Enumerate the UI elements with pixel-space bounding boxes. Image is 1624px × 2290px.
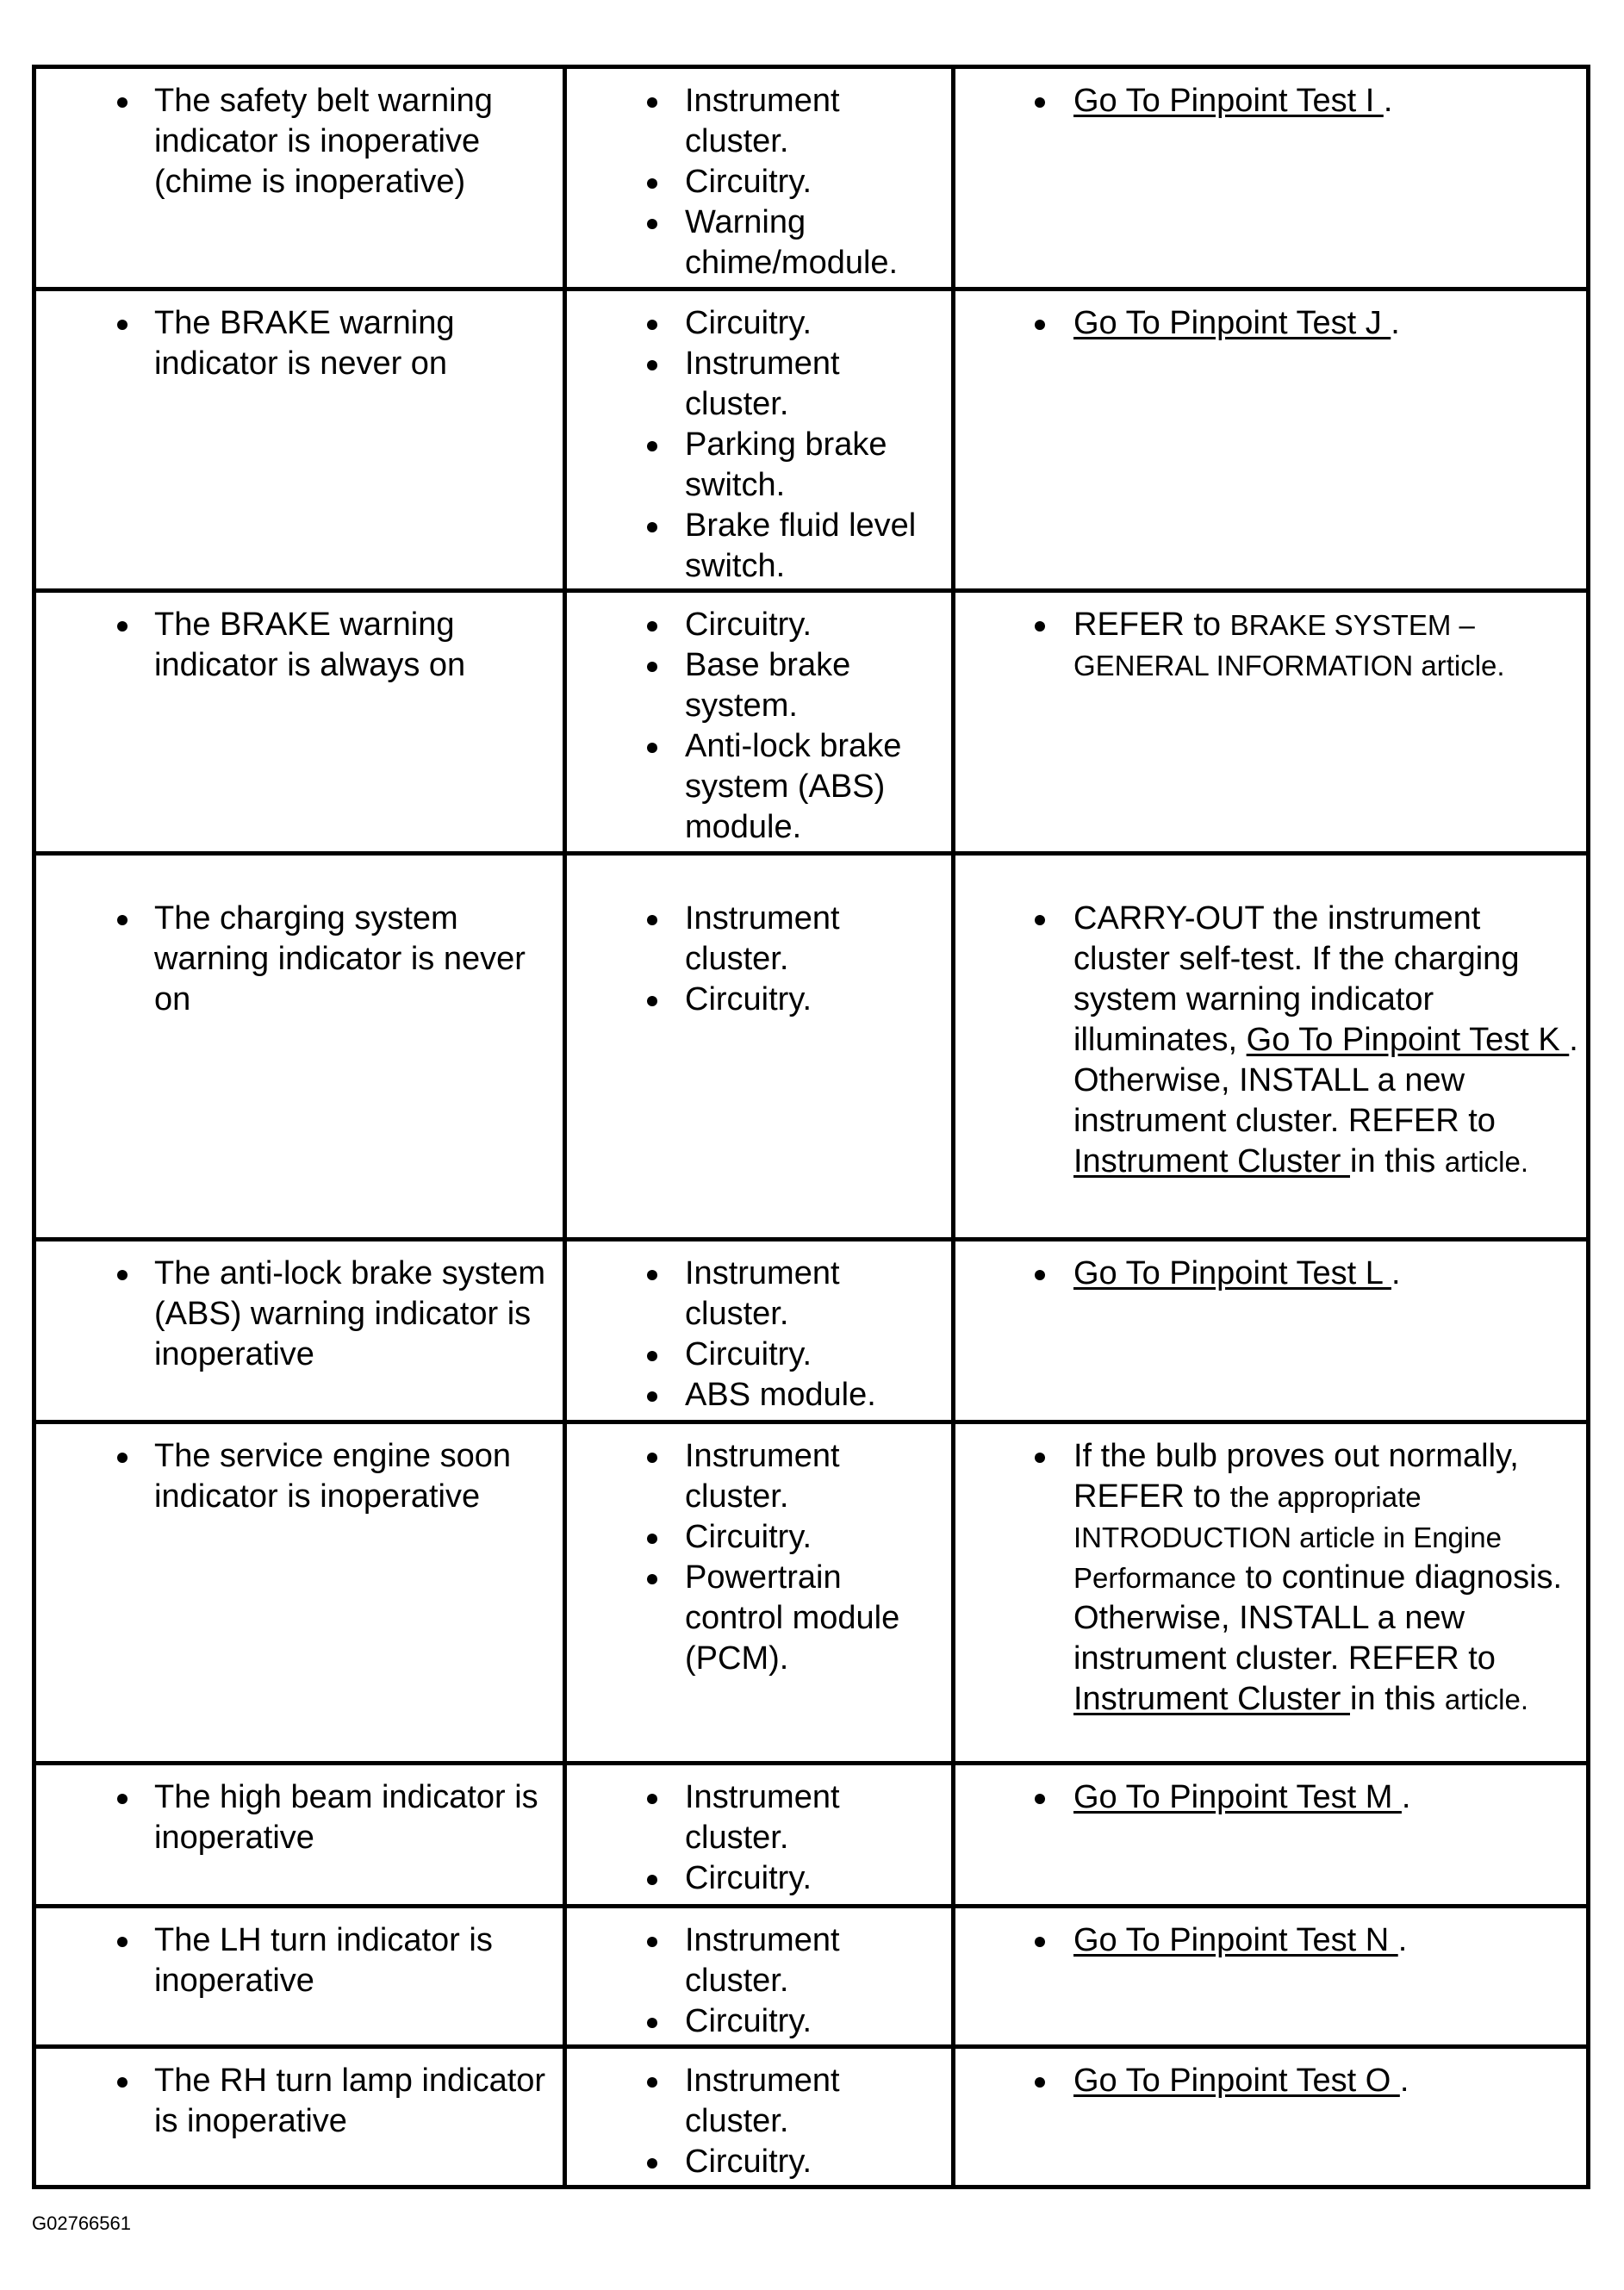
source-item: Parking brake switch. — [685, 425, 944, 506]
possible-source-cell — [565, 591, 954, 854]
action-text: in this — [1350, 1143, 1445, 1179]
action-cell — [954, 67, 1589, 289]
source-item: Circuitry. — [685, 303, 944, 344]
action-item — [1073, 899, 1579, 1182]
action-suffix: . — [1391, 305, 1400, 341]
action-cell — [954, 2047, 1589, 2187]
source-item: Instrument cluster. — [685, 81, 944, 162]
action-item — [1073, 1777, 1579, 1818]
source-item: Circuitry. — [685, 1517, 944, 1558]
action-suffix: . — [1391, 1255, 1401, 1291]
table-row — [34, 1240, 1589, 1422]
possible-source-cell — [565, 1240, 954, 1422]
condition-text: The anti-lock brake system (ABS) warning indicator is inoperative — [154, 1254, 556, 1375]
condition-text: The RH turn lamp indicator is inoperative — [154, 2061, 556, 2142]
pinpoint-test-l-link[interactable]: Go To Pinpoint Test L — [1073, 1255, 1391, 1291]
condition-text: The safety belt warning indicator is inoperative (chime is inoperative) — [154, 81, 556, 202]
source-item: Circuitry. — [685, 980, 944, 1020]
source-item: Circuitry. — [685, 605, 944, 645]
action-text: article. — [1444, 1146, 1529, 1178]
condition-cell — [34, 1907, 565, 2047]
action-text: If the bulb proves out normally, REFER to — [1073, 1438, 1519, 1515]
action-cell — [954, 1240, 1589, 1422]
table-row — [34, 591, 1589, 854]
source-item: Instrument cluster. — [685, 2061, 944, 2142]
action-text: in this — [1350, 1681, 1445, 1717]
pinpoint-test-i-link[interactable]: Go To Pinpoint Test I — [1073, 83, 1384, 119]
possible-source-cell — [565, 1907, 954, 2047]
source-item: Circuitry. — [685, 1858, 944, 1899]
source-item: Warning chime/module. — [685, 202, 944, 283]
source-item: Instrument cluster. — [685, 1254, 944, 1335]
diagnosis-table — [32, 65, 1590, 2189]
source-item: Instrument cluster. — [685, 1777, 944, 1858]
table-row — [34, 854, 1589, 1240]
pinpoint-test-n-link[interactable]: Go To Pinpoint Test N — [1073, 1922, 1398, 1958]
action-text: CARRY-OUT the instrument cluster self-test. If the charging system warning indicator illuminates, — [1073, 900, 1520, 1058]
article-reference: the appropriate INTRODUCTION article in Engine Performance — [1073, 1481, 1502, 1594]
condition-text: The BRAKE warning indicator is always on — [154, 605, 556, 686]
action-text: REFER to — [1073, 607, 1230, 643]
instrument-cluster-link[interactable]: Instrument Cluster — [1073, 1143, 1350, 1179]
condition-cell — [34, 1422, 565, 1764]
possible-source-cell — [565, 1764, 954, 1907]
action-suffix: . — [1383, 83, 1393, 119]
action-cell — [954, 1764, 1589, 1907]
source-item: Circuitry. — [685, 2001, 944, 2042]
action-cell — [954, 854, 1589, 1240]
condition-text: The charging system warning indicator is never on — [154, 899, 556, 1020]
condition-cell — [34, 67, 565, 289]
action-item — [1073, 1254, 1579, 1294]
condition-text: The BRAKE warning indicator is never on — [154, 303, 556, 384]
instrument-cluster-link[interactable]: Instrument Cluster — [1073, 1681, 1350, 1717]
action-text: article. — [1413, 650, 1505, 681]
pinpoint-test-j-link[interactable]: Go To Pinpoint Test J — [1073, 305, 1391, 341]
condition-text: The LH turn indicator is inoperative — [154, 1920, 556, 2001]
condition-cell — [34, 1240, 565, 1422]
source-item: Brake fluid level switch. — [685, 506, 944, 587]
condition-cell — [34, 591, 565, 854]
action-cell — [954, 289, 1589, 591]
table-row — [34, 67, 1589, 289]
action-text: . Otherwise, INSTALL a new instrument cluster. REFER to — [1073, 1022, 1578, 1139]
pinpoint-test-m-link[interactable]: Go To Pinpoint Test M — [1073, 1779, 1402, 1815]
condition-text: The high beam indicator is inoperative — [154, 1777, 556, 1858]
possible-source-cell — [565, 67, 954, 289]
action-item — [1073, 81, 1579, 121]
table-row — [34, 1764, 1589, 1907]
possible-source-cell — [565, 1422, 954, 1764]
article-reference: BRAKE SYSTEM – GENERAL INFORMATION — [1073, 609, 1475, 681]
figure-id: G02766561 — [32, 2212, 131, 2234]
action-item — [1073, 1920, 1579, 1961]
action-text: to continue diagnosis. Otherwise, INSTALL a new instrument cluster. REFER to — [1073, 1559, 1563, 1677]
source-item: Anti-lock brake system (ABS) module. — [685, 726, 944, 848]
possible-source-cell — [565, 854, 954, 1240]
action-text: article. — [1444, 1683, 1529, 1715]
action-item — [1073, 605, 1579, 686]
source-item: Powertrain control module (PCM). — [685, 1558, 944, 1679]
table-row — [34, 2047, 1589, 2187]
source-item: Circuitry. — [685, 2142, 944, 2182]
source-item: Instrument cluster. — [685, 1920, 944, 2001]
action-suffix: . — [1397, 1922, 1408, 1958]
action-cell — [954, 591, 1589, 854]
source-item: Instrument cluster. — [685, 344, 944, 425]
action-item — [1073, 1436, 1579, 1720]
action-item — [1073, 2061, 1579, 2101]
table-row — [34, 289, 1589, 591]
action-suffix: . — [1399, 2063, 1409, 2099]
condition-cell — [34, 1764, 565, 1907]
table-row — [34, 1907, 1589, 2047]
action-suffix: . — [1401, 1779, 1411, 1815]
source-item: Base brake system. — [685, 645, 944, 726]
action-cell — [954, 1907, 1589, 2047]
condition-cell — [34, 854, 565, 1240]
condition-cell — [34, 2047, 565, 2187]
pinpoint-test-k-link[interactable]: Go To Pinpoint Test K — [1246, 1022, 1570, 1058]
possible-source-cell — [565, 289, 954, 591]
source-item: Instrument cluster. — [685, 899, 944, 980]
source-item: Instrument cluster. — [685, 1436, 944, 1517]
source-item: ABS module. — [685, 1375, 944, 1416]
condition-text: The service engine soon indicator is inoperative — [154, 1436, 556, 1517]
source-item: Circuitry. — [685, 162, 944, 202]
source-item: Circuitry. — [685, 1335, 944, 1375]
condition-cell — [34, 289, 565, 591]
action-item — [1073, 303, 1579, 344]
possible-source-cell — [565, 2047, 954, 2187]
table-row — [34, 1422, 1589, 1764]
pinpoint-test-o-link[interactable]: Go To Pinpoint Test O — [1073, 2063, 1400, 2099]
action-cell — [954, 1422, 1589, 1764]
